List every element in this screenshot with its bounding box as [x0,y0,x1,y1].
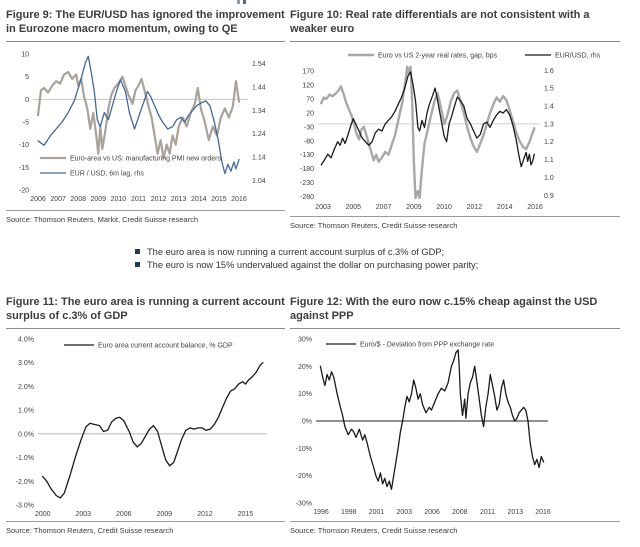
figure-9-title: Figure 9: The EUR/USD has ignored the improvement in Eurozone macro momentum, owing to QE [6,8,285,42]
svg-text:0: 0 [25,96,29,104]
svg-text:-10%: -10% [295,445,312,453]
svg-text:EUR/USD, rhs: EUR/USD, rhs [555,52,601,60]
svg-text:2003: 2003 [396,508,413,516]
svg-text:1.5: 1.5 [544,85,554,93]
svg-text:1.6: 1.6 [544,67,554,75]
svg-text:2008: 2008 [70,195,86,203]
figure-9-source: Source: Thomson Reuters, Markit, Credit Suisse research [6,210,285,224]
svg-text:-3.0%: -3.0% [15,502,34,510]
summary-bullet-list [135,246,478,272]
svg-text:2011: 2011 [479,508,496,516]
svg-text:2015: 2015 [237,510,254,518]
svg-text:1998: 1998 [340,508,357,516]
svg-text:2011: 2011 [130,195,147,203]
svg-text:-30: -30 [303,123,314,131]
svg-text:2016: 2016 [535,508,551,516]
svg-text:1.44: 1.44 [252,83,266,91]
bullet-square-icon [135,249,140,254]
svg-text:70: 70 [306,95,314,103]
figure-10-chart [290,46,620,214]
svg-text:2003: 2003 [75,510,92,518]
svg-text:-20%: -20% [295,472,312,480]
svg-text:2000: 2000 [34,510,51,518]
top-edge-artifact [237,0,240,4]
svg-text:10: 10 [21,51,29,59]
svg-text:2012: 2012 [150,195,167,203]
svg-text:1.0: 1.0 [544,174,554,182]
svg-text:0%: 0% [301,418,312,426]
figure-11-title: Figure 11: The euro area is running a current account surplus of c.3% of GDP [6,295,285,329]
svg-text:2012: 2012 [466,203,483,211]
svg-text:Euro vs US 2-year real rates,: Euro vs US 2-year real rates, gap, bps [378,52,498,60]
svg-text:2006: 2006 [424,508,440,516]
figure-10-title: Figure 10: Real rate differentials are not consistent with a weaker euro [290,8,620,42]
figure-12-title: Figure 12: With the euro now c.15% cheap against the USD against PPP [290,295,620,329]
svg-text:2009: 2009 [406,203,422,211]
svg-text:5: 5 [25,73,29,81]
list-item [135,246,478,259]
svg-text:20: 20 [306,109,314,117]
svg-text:-130: -130 [299,151,314,159]
svg-text:2016: 2016 [231,195,247,203]
svg-text:1.24: 1.24 [252,130,266,138]
svg-text:4.0%: 4.0% [18,336,34,344]
svg-text:-180: -180 [299,165,314,173]
figure-11-source: Source: Thomson Reuters, Credit Suisse research [6,521,285,535]
figure-12-source: Source: Thomson Reuters, Credit Suisse research [290,521,620,535]
svg-text:EUR / USD, 6m lag, rhs: EUR / USD, 6m lag, rhs [70,170,144,178]
svg-text:2008: 2008 [451,508,468,516]
svg-text:2007: 2007 [50,195,66,203]
svg-text:1.14: 1.14 [252,154,266,162]
bullet-text: The euro is now 15% undervalued against the dollar on purchasing power parity; [147,260,479,270]
svg-text:-5: -5 [22,119,29,127]
svg-text:2015: 2015 [211,195,227,203]
svg-text:0.0%: 0.0% [18,430,34,438]
svg-text:-80: -80 [303,137,314,145]
figure-9-chart [6,46,285,208]
figure-12 [290,295,620,535]
svg-text:2005: 2005 [345,203,362,211]
svg-text:2013: 2013 [507,508,524,516]
svg-text:2003: 2003 [315,203,331,211]
svg-text:Euro/$ - Deviation from PPP ex: Euro/$ - Deviation from PPP exchange rate [360,341,495,349]
svg-text:20%: 20% [297,363,312,371]
svg-text:3.0%: 3.0% [18,359,34,367]
svg-text:2009: 2009 [156,510,173,518]
svg-text:0.9: 0.9 [544,192,554,200]
svg-text:2014: 2014 [190,195,207,203]
figure-12-chart [290,333,620,519]
bullet-text: The euro area is now running a current account surplus of c.3% of GDP; [147,247,445,257]
svg-text:1.54: 1.54 [252,60,266,68]
svg-text:-2.0%: -2.0% [15,478,34,486]
svg-text:-10: -10 [18,141,29,149]
svg-text:-230: -230 [299,179,314,187]
svg-text:1.04: 1.04 [252,177,266,185]
svg-text:2009: 2009 [90,195,107,203]
svg-text:2013: 2013 [170,195,187,203]
svg-text:1.2: 1.2 [544,138,554,146]
svg-text:Euro-area vs US: manufacturing: Euro-area vs US: manufacturing PMI new orders [70,155,221,163]
svg-text:-20: -20 [18,187,29,195]
figure-10 [290,8,620,230]
svg-text:1996: 1996 [313,508,329,516]
figure-11 [6,295,285,535]
svg-text:2010: 2010 [436,203,452,211]
svg-text:1.34: 1.34 [252,107,266,115]
bullet-square-icon [135,262,140,267]
figure-9 [6,8,285,224]
figure-10-source: Source: Thomson Reuters, Credit Suisse research [290,216,620,230]
svg-text:2006: 2006 [30,195,46,203]
svg-text:-30%: -30% [295,500,312,508]
svg-text:2007: 2007 [375,203,392,211]
svg-text:Euro area current account bala: Euro area current account balance, % GDP [98,342,233,350]
svg-text:2010: 2010 [110,195,127,203]
svg-text:-1.0%: -1.0% [15,454,34,462]
svg-text:1.1: 1.1 [544,156,554,164]
svg-text:1.4: 1.4 [544,103,554,111]
svg-text:120: 120 [302,82,314,90]
top-edge-artifact [243,0,246,4]
svg-text:2001: 2001 [368,508,385,516]
svg-text:1.0%: 1.0% [18,407,34,415]
svg-text:2014: 2014 [496,203,513,211]
svg-text:2006: 2006 [116,510,132,518]
svg-text:1.3: 1.3 [544,120,554,128]
svg-text:2012: 2012 [197,510,213,518]
svg-text:170: 170 [302,68,314,76]
list-item [135,259,478,272]
svg-text:10%: 10% [297,390,312,398]
svg-text:30%: 30% [297,336,312,344]
svg-text:2016: 2016 [527,203,543,211]
svg-text:-15: -15 [18,164,29,172]
figure-11-chart [6,333,285,519]
svg-text:2.0%: 2.0% [18,383,34,391]
svg-text:-280: -280 [299,193,314,201]
